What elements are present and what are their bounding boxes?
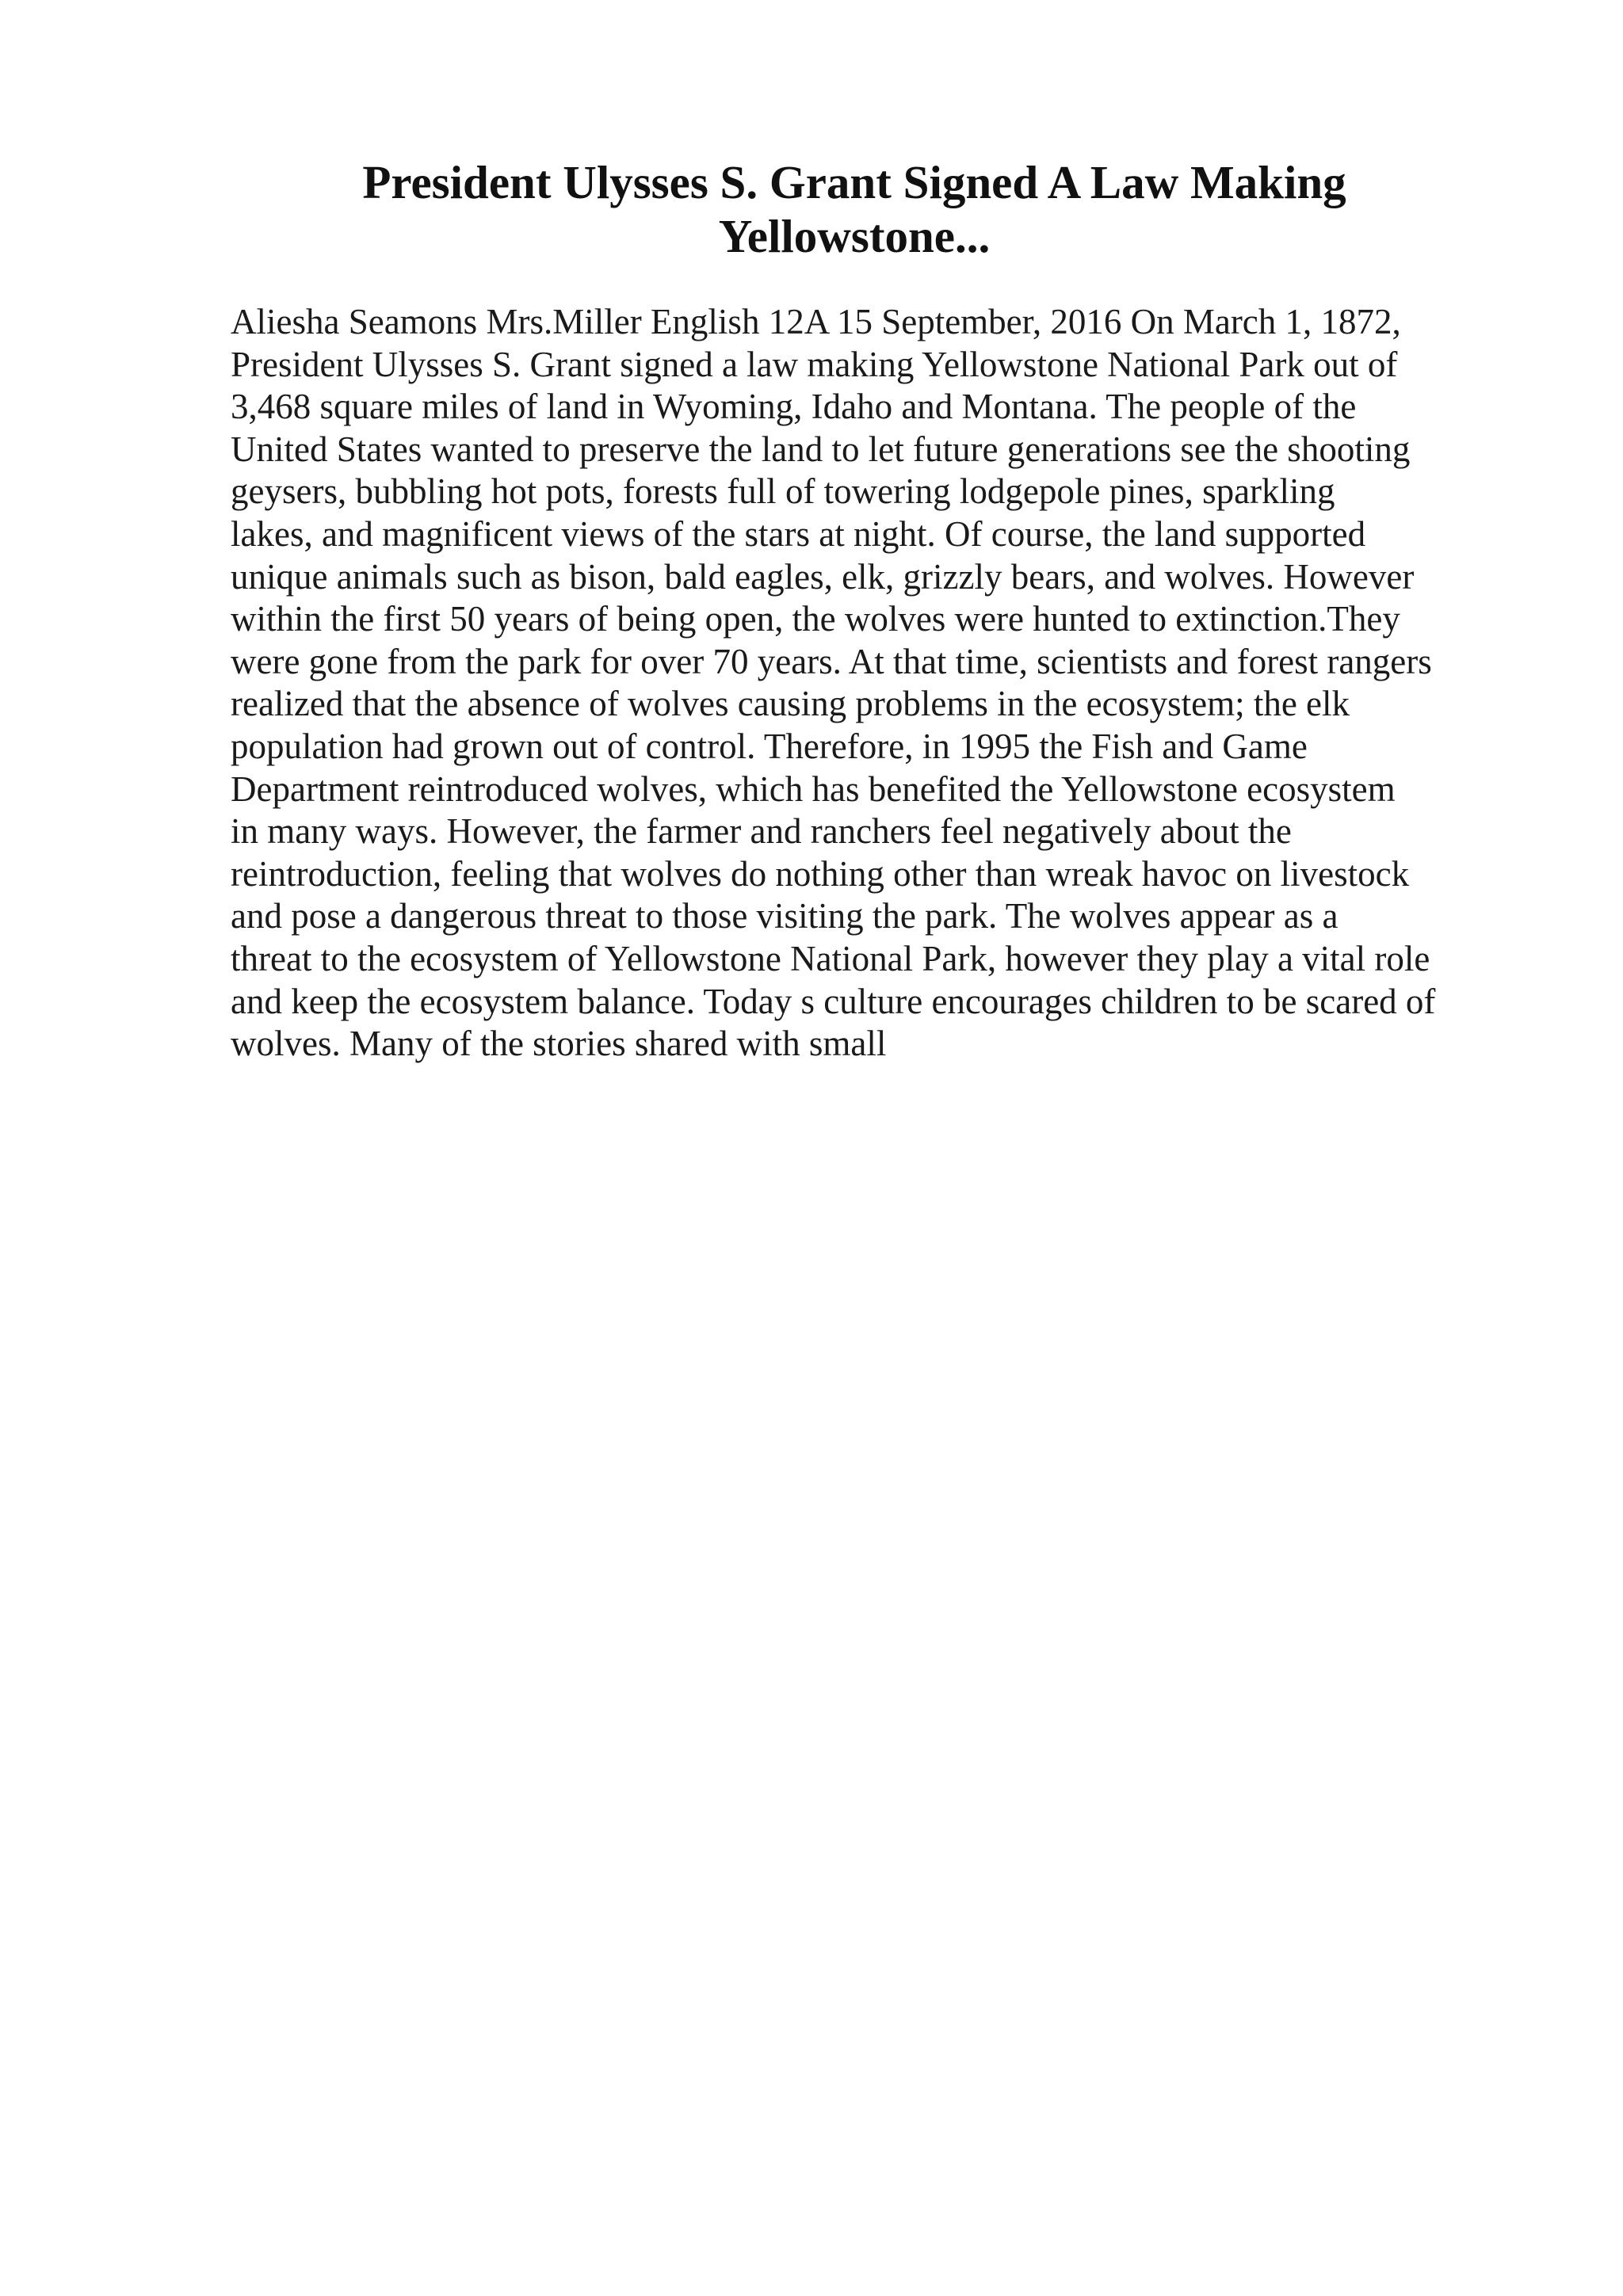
body-line: lakes, and magnificent views of the stars at night. Of course, the land supported [231,513,1366,554]
title-line: Yellowstone... [718,210,991,262]
body-line: population had grown out of control. Therefore, in 1995 the Fish and Game [231,726,1308,766]
body-line: and pose a dangerous threat to those visiting the park. The wolves appear as a [231,896,1338,936]
document-title [228,155,1480,263]
body-line: reintroduction, feeling that wolves do nothing other than wreak havoc on livestock [231,853,1410,894]
title-line: President Ulysses S. Grant Signed A Law Making [362,156,1346,208]
body-line: Department reintroduced wolves, which has benefited the Yellowstone ecosystem [231,769,1396,809]
body-line: were gone from the park for over 70 years. At that time, scientists and forest rangers [231,641,1432,681]
body-line: unique animals such as bison, bald eagles, elk, grizzly bears, and wolves. However [231,556,1415,597]
body-line: in many ways. However, the farmer and ranchers feel negatively about the [231,811,1292,852]
body-line: threat to the ecosystem of Yellowstone National Park, however they play a vital role [231,938,1430,978]
body-line: within the first 50 years of being open, the wolves were hunted to extinction.They [231,599,1400,639]
document-body [231,301,1492,1066]
body-line: 3,468 square miles of land in Wyoming, Idaho and Montana. The people of the [231,387,1357,427]
body-line: realized that the absence of wolves causing problems in the ecosystem; the elk [231,684,1350,724]
body-line: President Ulysses S. Grant signed a law making Yellowstone National Park out of [231,344,1398,384]
body-line: Aliesha Seamons Mrs.Miller English 12A 15 September, 2016 On March 1, 1872, [231,302,1401,341]
body-line: geysers, bubbling hot pots, forests full of towering lodgepole pines, sparkling [231,471,1335,512]
body-line: and keep the ecosystem balance. Today s culture encourages children to be scared of [231,981,1436,1021]
body-line: United States wanted to preserve the land to let future generations see the shooting [231,429,1411,469]
body-line: wolves. Many of the stories shared with small [231,1024,887,1064]
